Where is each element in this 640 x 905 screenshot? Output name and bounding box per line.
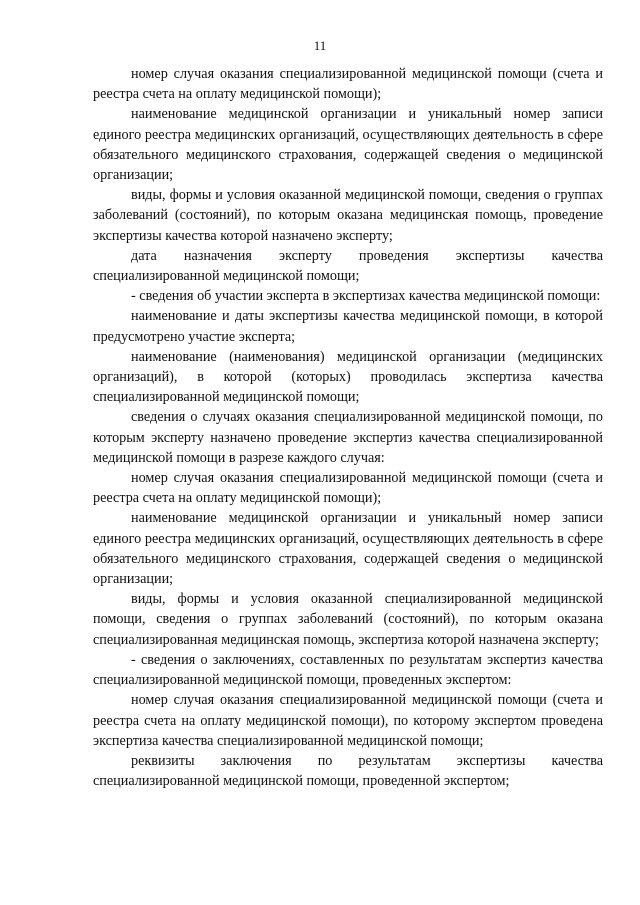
paragraph: номер случая оказания специализированной медицинской помощи (счета и реестра счета на оплату медицинской помощи), по которому экспертом проведена экспертиза качества специализированной медицинской помощи;	[93, 692, 603, 749]
paragraph: дата назначения эксперту проведения экспертизы качества специализированной медицинской помощи;	[93, 247, 603, 285]
paragraph: наименование медицинской организации и уникальный номер записи единого реестра медицинских организаций, осуществляющих деятельность в сфере обязательного медицинского страхования, содержащей сведения о медицинской организации;	[93, 510, 603, 588]
paragraph: номер случая оказания специализированной медицинской помощи (счета и реестра счета на оплату медицинской помощи);	[93, 470, 603, 507]
page-number: 11	[313, 38, 327, 53]
paragraph: реквизиты заключения по результатам экспертизы качества специализированной медицинской помощи, проведенной экспертом;	[93, 752, 603, 790]
paragraph: номер случая оказания специализированной медицинской помощи (счета и реестра счета на оплату медицинской помощи);	[93, 66, 603, 103]
paragraph: - сведения о заключениях, составленных по результатам экспертиз качества специализированной медицинской помощи, проведенных экспертом:	[93, 651, 603, 689]
paragraph: сведения о случаях оказания специализированной медицинской помощи, по которым эксперту назначено проведение экспертиз качества специализированной медицинской помощи в разрезе каждого случая:	[93, 409, 603, 466]
paragraph: виды, формы и условия оказанной специализированной медицинской помощи, сведения о группах заболеваний (состояний), по которым оказана специализированная медицинская помощь, экспертиза которой назначена эксперту;	[93, 591, 603, 648]
paragraph: - сведения об участии эксперта в экспертизах качества медицинской помощи:	[131, 288, 601, 305]
paragraph: виды, формы и условия оказанной медицинской помощи, сведения о группах заболеваний (состояний), по которым оказана медицинская помощь, проведение экспертизы качества которой назначено эксперту;	[93, 187, 603, 244]
document-body	[93, 64, 603, 791]
paragraph: наименование и даты экспертизы качества медицинской помощи, в которой предусмотрено участие эксперта;	[93, 308, 603, 345]
paragraph: наименование (наименования) медицинской организации (медицинских организаций), в которой (которых) проводилась экспертиза качества специализированной медицинской помощи;	[93, 348, 603, 406]
paragraph: наименование медицинской организации и уникальный номер записи единого реестра медицинских организаций, осуществляющих деятельность в сфере обязательного медицинского страхования, содержащей сведения о медицинской организации;	[93, 106, 603, 184]
